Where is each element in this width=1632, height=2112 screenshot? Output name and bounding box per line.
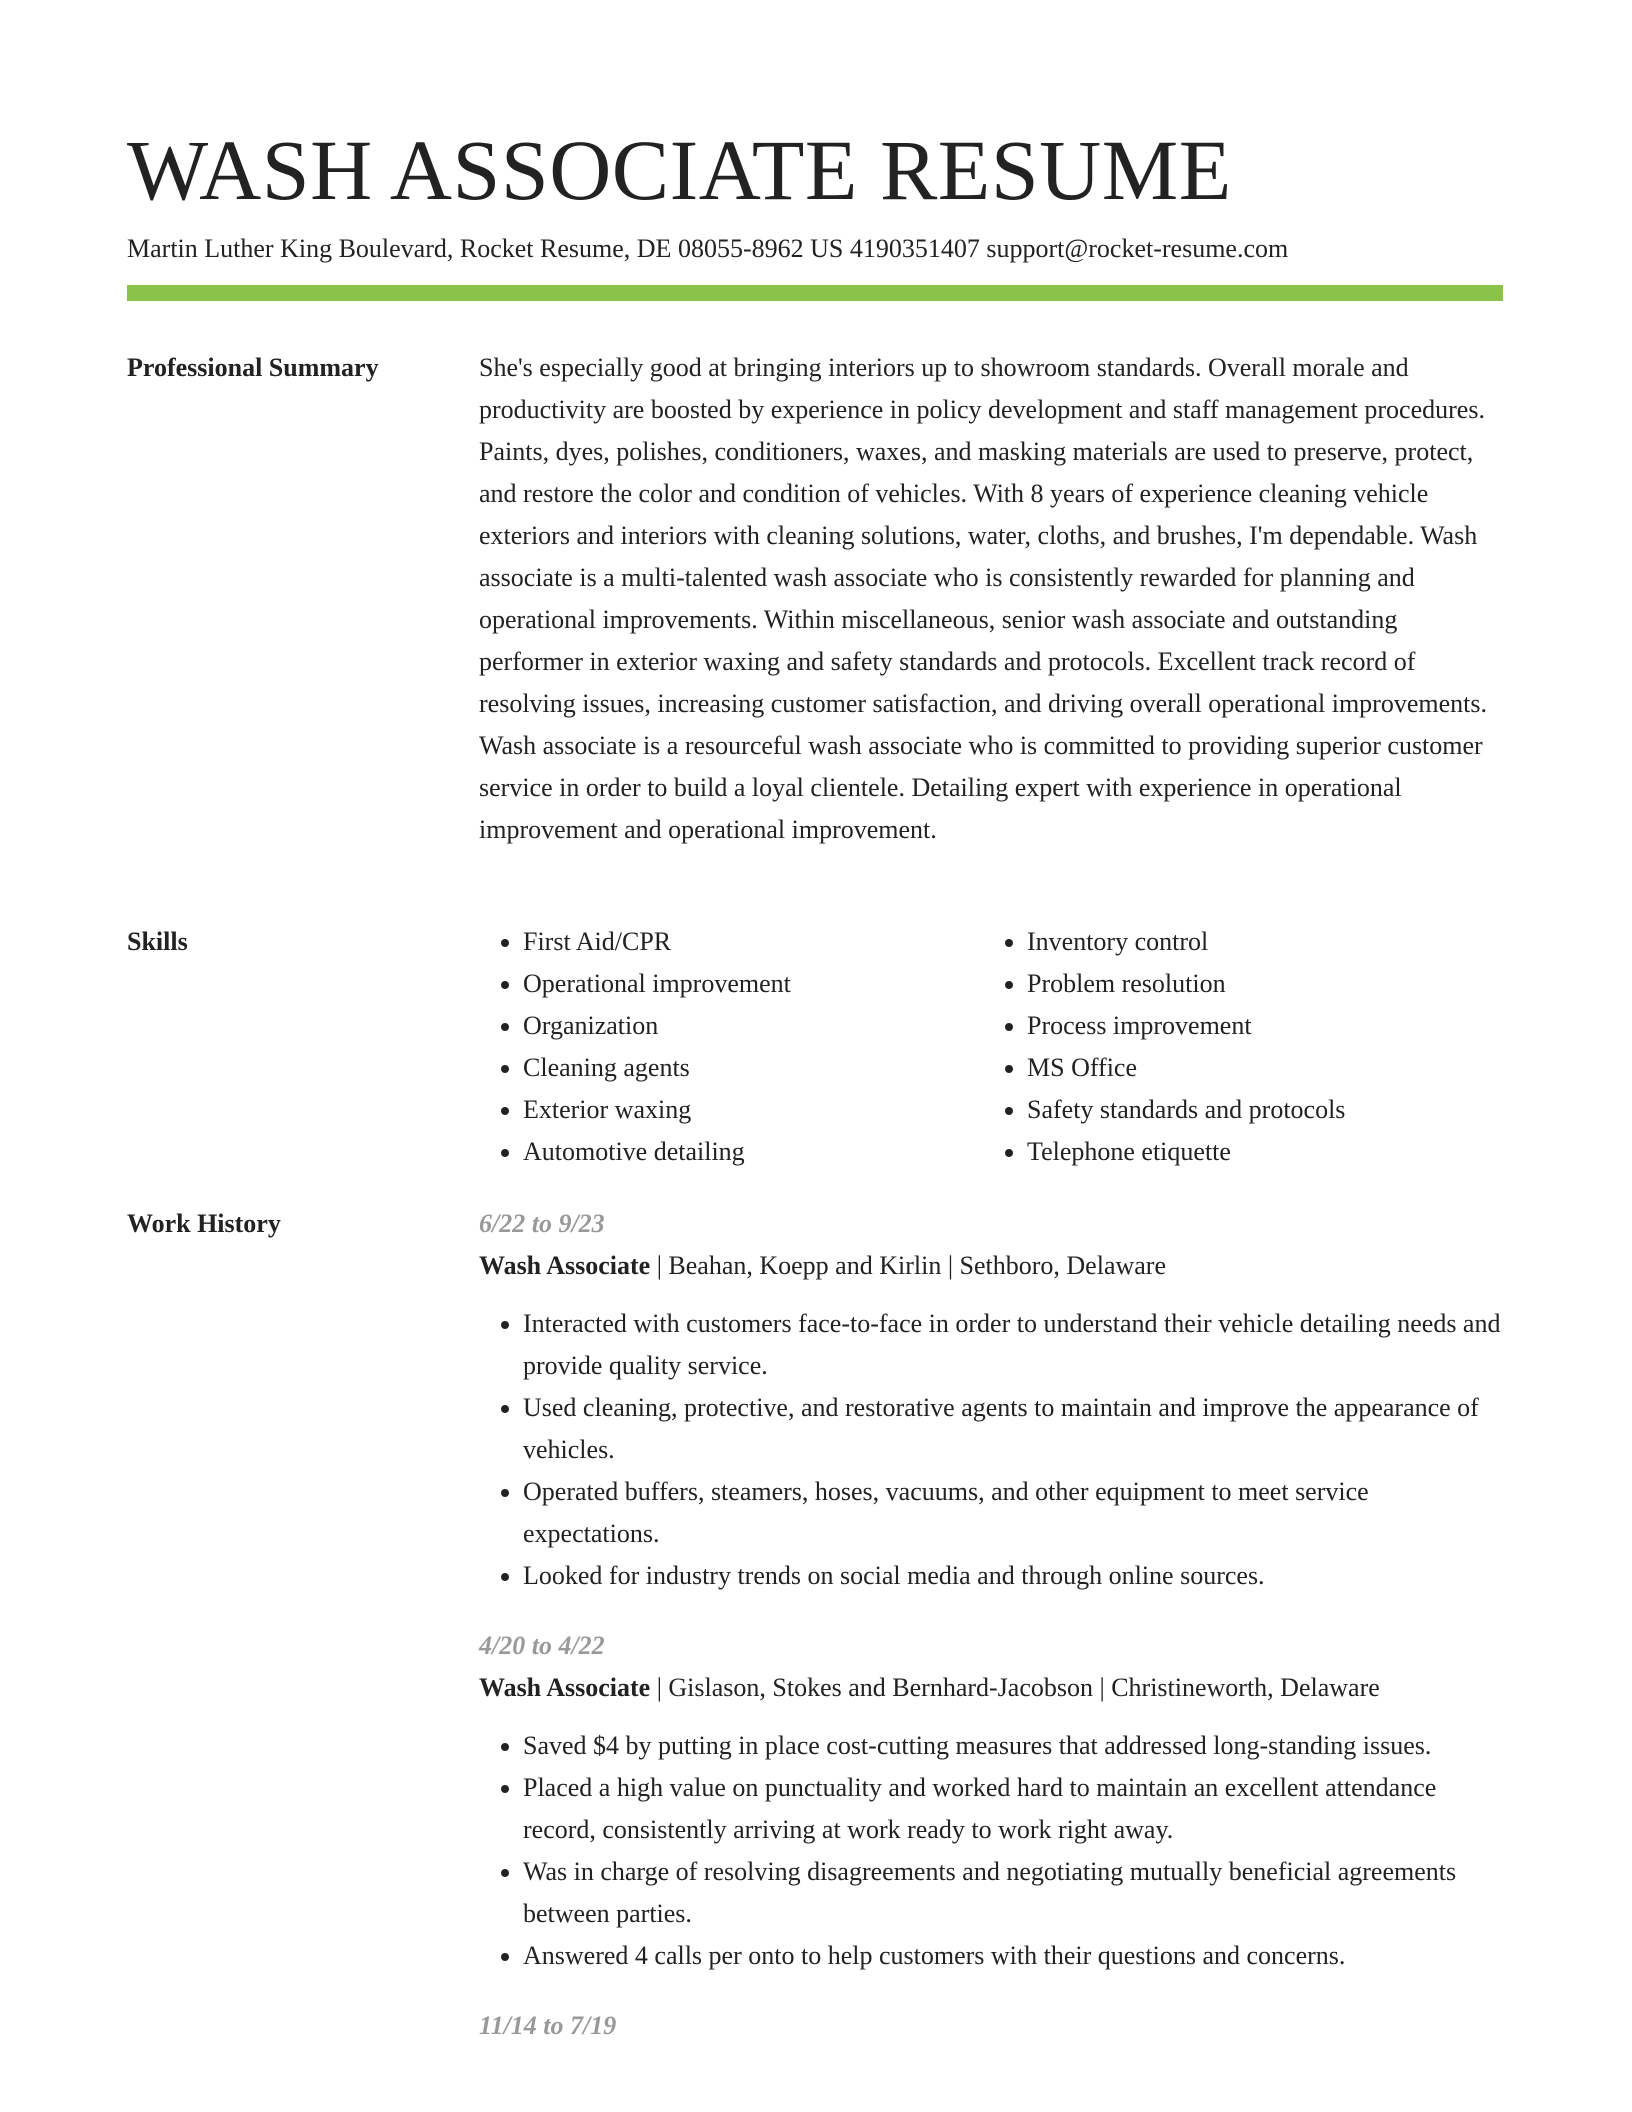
- job-bullet: • Used cleaning, protective, and restorative agents to maintain and improve the appearance of vehicles.: [523, 1387, 1503, 1471]
- skill-item: • Automotive detailing: [523, 1131, 983, 1173]
- skill-item: • First Aid/CPR: [523, 921, 983, 963]
- job-title: Wash Associate: [479, 1251, 651, 1280]
- job-bullet: • Operated buffers, steamers, hoses, vacuums, and other equipment to meet service expectations.: [523, 1471, 1503, 1555]
- job-entry: [479, 1625, 1503, 1977]
- job-heading: [479, 1667, 1503, 1709]
- skills-column-right: [983, 921, 1487, 1173]
- skill-item: • Organization: [523, 1005, 983, 1047]
- job-dates: 11/14 to 7/19: [479, 2011, 617, 2040]
- job-dates: 6/22 to 9/23: [479, 1209, 605, 1238]
- skill-item: • Safety standards and protocols: [1027, 1089, 1487, 1131]
- skills-body: [479, 921, 1503, 1173]
- skill-item: • Problem resolution: [1027, 963, 1487, 1005]
- skill-item: • Telephone etiquette: [1027, 1131, 1487, 1173]
- skills-column-left: [479, 921, 983, 1173]
- job-bullets: [479, 1303, 1503, 1597]
- work-history-label: Work History: [127, 1209, 281, 1238]
- job-heading: [479, 1245, 1503, 1287]
- work-history-body: [479, 1203, 1503, 2075]
- job-bullet: • Answered 4 calls per onto to help customers with their questions and concerns.: [523, 1935, 1503, 1977]
- skill-item: • MS Office: [1027, 1047, 1487, 1089]
- skill-item: • Exterior waxing: [523, 1089, 983, 1131]
- skill-item: • Operational improvement: [523, 963, 983, 1005]
- skills-label: Skills: [127, 927, 188, 956]
- job-employer-location: | Gislason, Stokes and Bernhard-Jacobson | Christineworth, Delaware: [650, 1673, 1380, 1702]
- job-entry: [479, 1203, 1503, 1597]
- skill-item: • Cleaning agents: [523, 1047, 983, 1089]
- job-bullets: [479, 1725, 1503, 1977]
- summary-body: [479, 347, 1503, 851]
- job-bullet: • Interacted with customers face-to-face in order to understand their vehicle detailing needs and provide quality service.: [523, 1303, 1503, 1387]
- job-bullet: • Placed a high value on punctuality and worked hard to maintain an excellent attendance record, consistently arriving at work ready to work right away.: [523, 1767, 1503, 1851]
- skill-item: • Process improvement: [1027, 1005, 1487, 1047]
- accent-divider: [127, 285, 1503, 301]
- job-employer-location: | Beahan, Koepp and Kirlin | Sethboro, Delaware: [650, 1251, 1166, 1280]
- contact-line: Martin Luther King Boulevard, Rocket Resume, DE 08055-8962 US 4190351407 support@rocket-resume.com: [127, 234, 1289, 263]
- job-dates: 4/20 to 4/22: [479, 1631, 605, 1660]
- job-entry: [479, 2005, 1503, 2047]
- job-bullet: • Was in charge of resolving disagreements and negotiating mutually beneficial agreements between parties.: [523, 1851, 1503, 1935]
- summary-text: She's especially good at bringing interiors up to showroom standards. Overall morale and productivity are boosted by experience in policy development and staff management procedures. Paints, dyes, polishes, conditioners, waxes, and masking materials are used to preserve, protect, and restore the color and condition of vehicles. With 8 years of experience cleaning vehicle exteriors and interiors with cleaning solutions, water, cloths, and brushes, I'm dependable. Wash associate is a multi-talented wash associate who is consistently rewarded for planning and operational improvements. Within miscellaneous, senior wash associate and outstanding performer in exterior waxing and safety standards and protocols. Excellent track record of resolving issues, increasing customer satisfaction, and driving overall operational improvements. Wash associate is a resourceful wash associate who is committed to providing superior customer service in order to build a loyal clientele. Detailing expert with experience in operational improvement and operational improvement.: [479, 353, 1487, 844]
- job-bullet: • Saved $4 by putting in place cost-cutting measures that addressed long-standing issues.: [523, 1725, 1503, 1767]
- skill-item: • Inventory control: [1027, 921, 1487, 963]
- job-bullet: • Looked for industry trends on social media and through online sources.: [523, 1555, 1503, 1597]
- job-title: Wash Associate: [479, 1673, 651, 1702]
- resume-title: WASH ASSOCIATE RESUME: [127, 122, 1232, 218]
- summary-label: Professional Summary: [127, 353, 379, 382]
